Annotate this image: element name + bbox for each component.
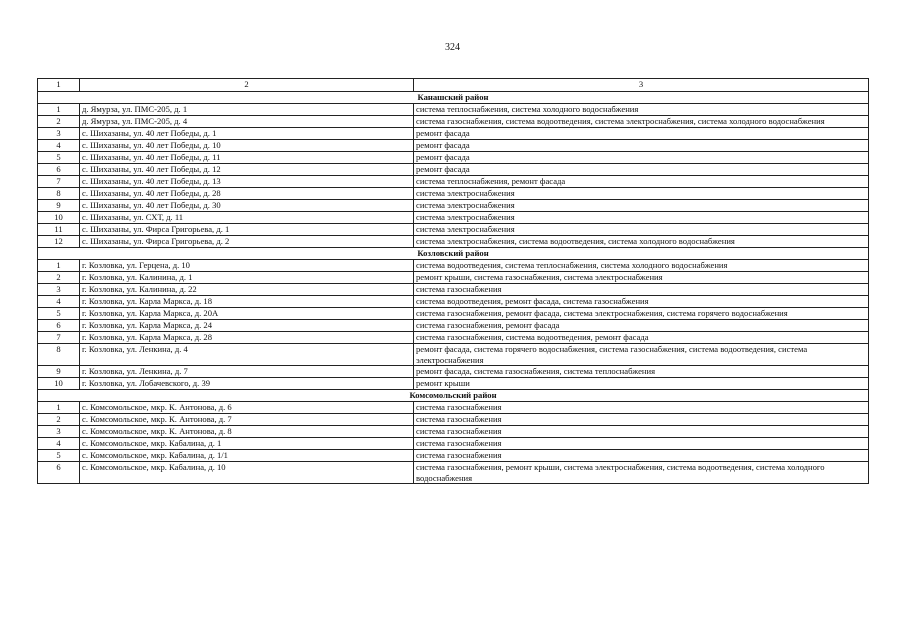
works-cell: система электроснабжения (414, 200, 869, 212)
table-row (38, 438, 869, 450)
table-row (38, 260, 869, 272)
address-cell: г. Козловка, ул. Калинина, д. 22 (80, 284, 414, 296)
column-header-number: 1 (38, 79, 80, 92)
address-cell: с. Комсомольское, мкр. К. Антонова, д. 7 (80, 414, 414, 426)
table-row (38, 366, 869, 378)
works-cell: ремонт крыши (414, 378, 869, 390)
table-row (38, 296, 869, 308)
table-row (38, 116, 869, 128)
address-cell: с. Комсомольское, мкр. К. Антонова, д. 8 (80, 426, 414, 438)
address-cell: с. Шихазаны, ул. 40 лет Победы, д. 12 (80, 164, 414, 176)
works-cell: ремонт фасада (414, 152, 869, 164)
address-cell: г. Козловка, ул. Карла Маркса, д. 18 (80, 296, 414, 308)
address-cell: с. Шихазаны, ул. 40 лет Победы, д. 10 (80, 140, 414, 152)
page-number: 324 (445, 42, 460, 53)
table-row (38, 332, 869, 344)
table-row (38, 104, 869, 116)
works-cell: система газоснабжения (414, 414, 869, 426)
address-cell: с. Комсомольское, мкр. Кабалина, д. 1/1 (80, 450, 414, 462)
works-cell: система водоотведения, ремонт фасада, система газоснабжения (414, 296, 869, 308)
works-cell: система газоснабжения, ремонт фасада (414, 320, 869, 332)
address-cell: д. Ямурза, ул. ПМС-205, д. 1 (80, 104, 414, 116)
row-number-cell: 9 (38, 200, 80, 212)
address-cell: с. Шихазаны, ул. 40 лет Победы, д. 28 (80, 188, 414, 200)
row-number-cell: 8 (38, 344, 80, 366)
address-cell: с. Шихазаны, ул. 40 лет Победы, д. 13 (80, 176, 414, 188)
works-cell: система электроснабжения, система водоотведения, система холодного водоснабжения (414, 236, 869, 248)
works-cell: система электроснабжения (414, 212, 869, 224)
works-cell: система газоснабжения (414, 402, 869, 414)
address-cell: с. Комсомольское, мкр. Кабалина, д. 1 (80, 438, 414, 450)
works-cell: система электроснабжения (414, 224, 869, 236)
works-cell: система газоснабжения (414, 438, 869, 450)
row-number-cell: 11 (38, 224, 80, 236)
address-cell: г. Козловка, ул. Ленкина, д. 7 (80, 366, 414, 378)
table-row (38, 462, 869, 484)
district-header-row (38, 92, 869, 104)
works-cell: система газоснабжения (414, 450, 869, 462)
row-number-cell: 1 (38, 260, 80, 272)
row-number-cell: 10 (38, 212, 80, 224)
row-number-cell: 2 (38, 272, 80, 284)
row-number-cell: 7 (38, 332, 80, 344)
table-row (38, 224, 869, 236)
table-row (38, 426, 869, 438)
address-cell: г. Козловка, ул. Карла Маркса, д. 24 (80, 320, 414, 332)
row-number-cell: 4 (38, 296, 80, 308)
address-cell: с. Комсомольское, мкр. Кабалина, д. 10 (80, 462, 414, 484)
table-row (38, 284, 869, 296)
address-cell: г. Козловка, ул. Карла Маркса, д. 28 (80, 332, 414, 344)
works-table (37, 78, 869, 484)
district-name: Комсомольский район (38, 390, 869, 402)
table-row (38, 414, 869, 426)
row-number-cell: 7 (38, 176, 80, 188)
row-number-cell: 1 (38, 104, 80, 116)
address-cell: с. Шихазаны, ул. 40 лет Победы, д. 30 (80, 200, 414, 212)
works-cell: система газоснабжения, система водоотведения, ремонт фасада (414, 332, 869, 344)
table-row (38, 450, 869, 462)
address-cell: г. Козловка, ул. Герцена, д. 10 (80, 260, 414, 272)
row-number-cell: 3 (38, 426, 80, 438)
table-row (38, 402, 869, 414)
works-cell: система газоснабжения (414, 284, 869, 296)
column-header-address: 2 (80, 79, 414, 92)
column-header-works: 3 (414, 79, 869, 92)
table-row (38, 152, 869, 164)
address-cell: с. Шихазаны, ул. Фирса Григорьева, д. 1 (80, 224, 414, 236)
address-cell: с. Шихазаны, ул. 40 лет Победы, д. 11 (80, 152, 414, 164)
district-header-row (38, 248, 869, 260)
row-number-cell: 12 (38, 236, 80, 248)
works-cell: система теплоснабжения, ремонт фасада (414, 176, 869, 188)
row-number-cell: 6 (38, 320, 80, 332)
works-cell: ремонт фасада (414, 140, 869, 152)
row-number-cell: 9 (38, 366, 80, 378)
row-number-cell: 5 (38, 450, 80, 462)
row-number-cell: 2 (38, 414, 80, 426)
row-number-cell: 10 (38, 378, 80, 390)
row-number-cell: 8 (38, 188, 80, 200)
row-number-cell: 3 (38, 284, 80, 296)
row-number-cell: 5 (38, 152, 80, 164)
row-number-cell: 3 (38, 128, 80, 140)
row-number-cell: 1 (38, 402, 80, 414)
column-header-row (38, 79, 869, 92)
table-row (38, 212, 869, 224)
address-cell: г. Козловка, ул. Калинина, д. 1 (80, 272, 414, 284)
works-cell: система теплоснабжения, система холодного водоснабжения (414, 104, 869, 116)
table-row (38, 378, 869, 390)
row-number-cell: 6 (38, 164, 80, 176)
table-row (38, 308, 869, 320)
works-cell: ремонт фасада (414, 128, 869, 140)
works-cell: система водоотведения, система теплоснабжения, система холодного водоснабжения (414, 260, 869, 272)
table-row (38, 200, 869, 212)
row-number-cell: 5 (38, 308, 80, 320)
works-cell: система электроснабжения (414, 188, 869, 200)
row-number-cell: 6 (38, 462, 80, 484)
table-row (38, 140, 869, 152)
works-cell: ремонт фасада, система газоснабжения, система теплоснабжения (414, 366, 869, 378)
district-header-row (38, 390, 869, 402)
table-row (38, 320, 869, 332)
address-cell: с. Комсомольское, мкр. К. Антонова, д. 6 (80, 402, 414, 414)
works-cell: система газоснабжения, ремонт фасада, система электроснабжения, система горячего водоснабжения (414, 308, 869, 320)
table-row (38, 176, 869, 188)
works-cell: система газоснабжения, ремонт крыши, система электроснабжения, система водоотведения, система холодного водоснабжения (414, 462, 869, 484)
table-row (38, 188, 869, 200)
district-name: Канашский район (38, 92, 869, 104)
address-cell: г. Козловка, ул. Карла Маркса, д. 20А (80, 308, 414, 320)
table-row (38, 164, 869, 176)
address-cell: г. Козловка, ул. Лобачевского, д. 39 (80, 378, 414, 390)
row-number-cell: 4 (38, 140, 80, 152)
works-cell: ремонт фасада (414, 164, 869, 176)
address-cell: с. Шихазаны, ул. СХТ, д. 11 (80, 212, 414, 224)
row-number-cell: 4 (38, 438, 80, 450)
address-cell: д. Ямурза, ул. ПМС-205, д. 4 (80, 116, 414, 128)
works-cell: ремонт крыши, система газоснабжения, система электроснабжения (414, 272, 869, 284)
works-cell: система газоснабжения, система водоотведения, система электроснабжения, система холодного водоснабжения (414, 116, 869, 128)
table-row (38, 272, 869, 284)
table-row (38, 344, 869, 366)
table-row (38, 236, 869, 248)
works-cell: система газоснабжения (414, 426, 869, 438)
row-number-cell: 2 (38, 116, 80, 128)
address-cell: с. Шихазаны, ул. 40 лет Победы, д. 1 (80, 128, 414, 140)
district-name: Козловский район (38, 248, 869, 260)
address-cell: г. Козловка, ул. Ленкина, д. 4 (80, 344, 414, 366)
works-cell: ремонт фасада, система горячего водоснабжения, система газоснабжения, система водоотведения, система электроснабжения (414, 344, 869, 366)
table-row (38, 128, 869, 140)
address-cell: с. Шихазаны, ул. Фирса Григорьева, д. 2 (80, 236, 414, 248)
